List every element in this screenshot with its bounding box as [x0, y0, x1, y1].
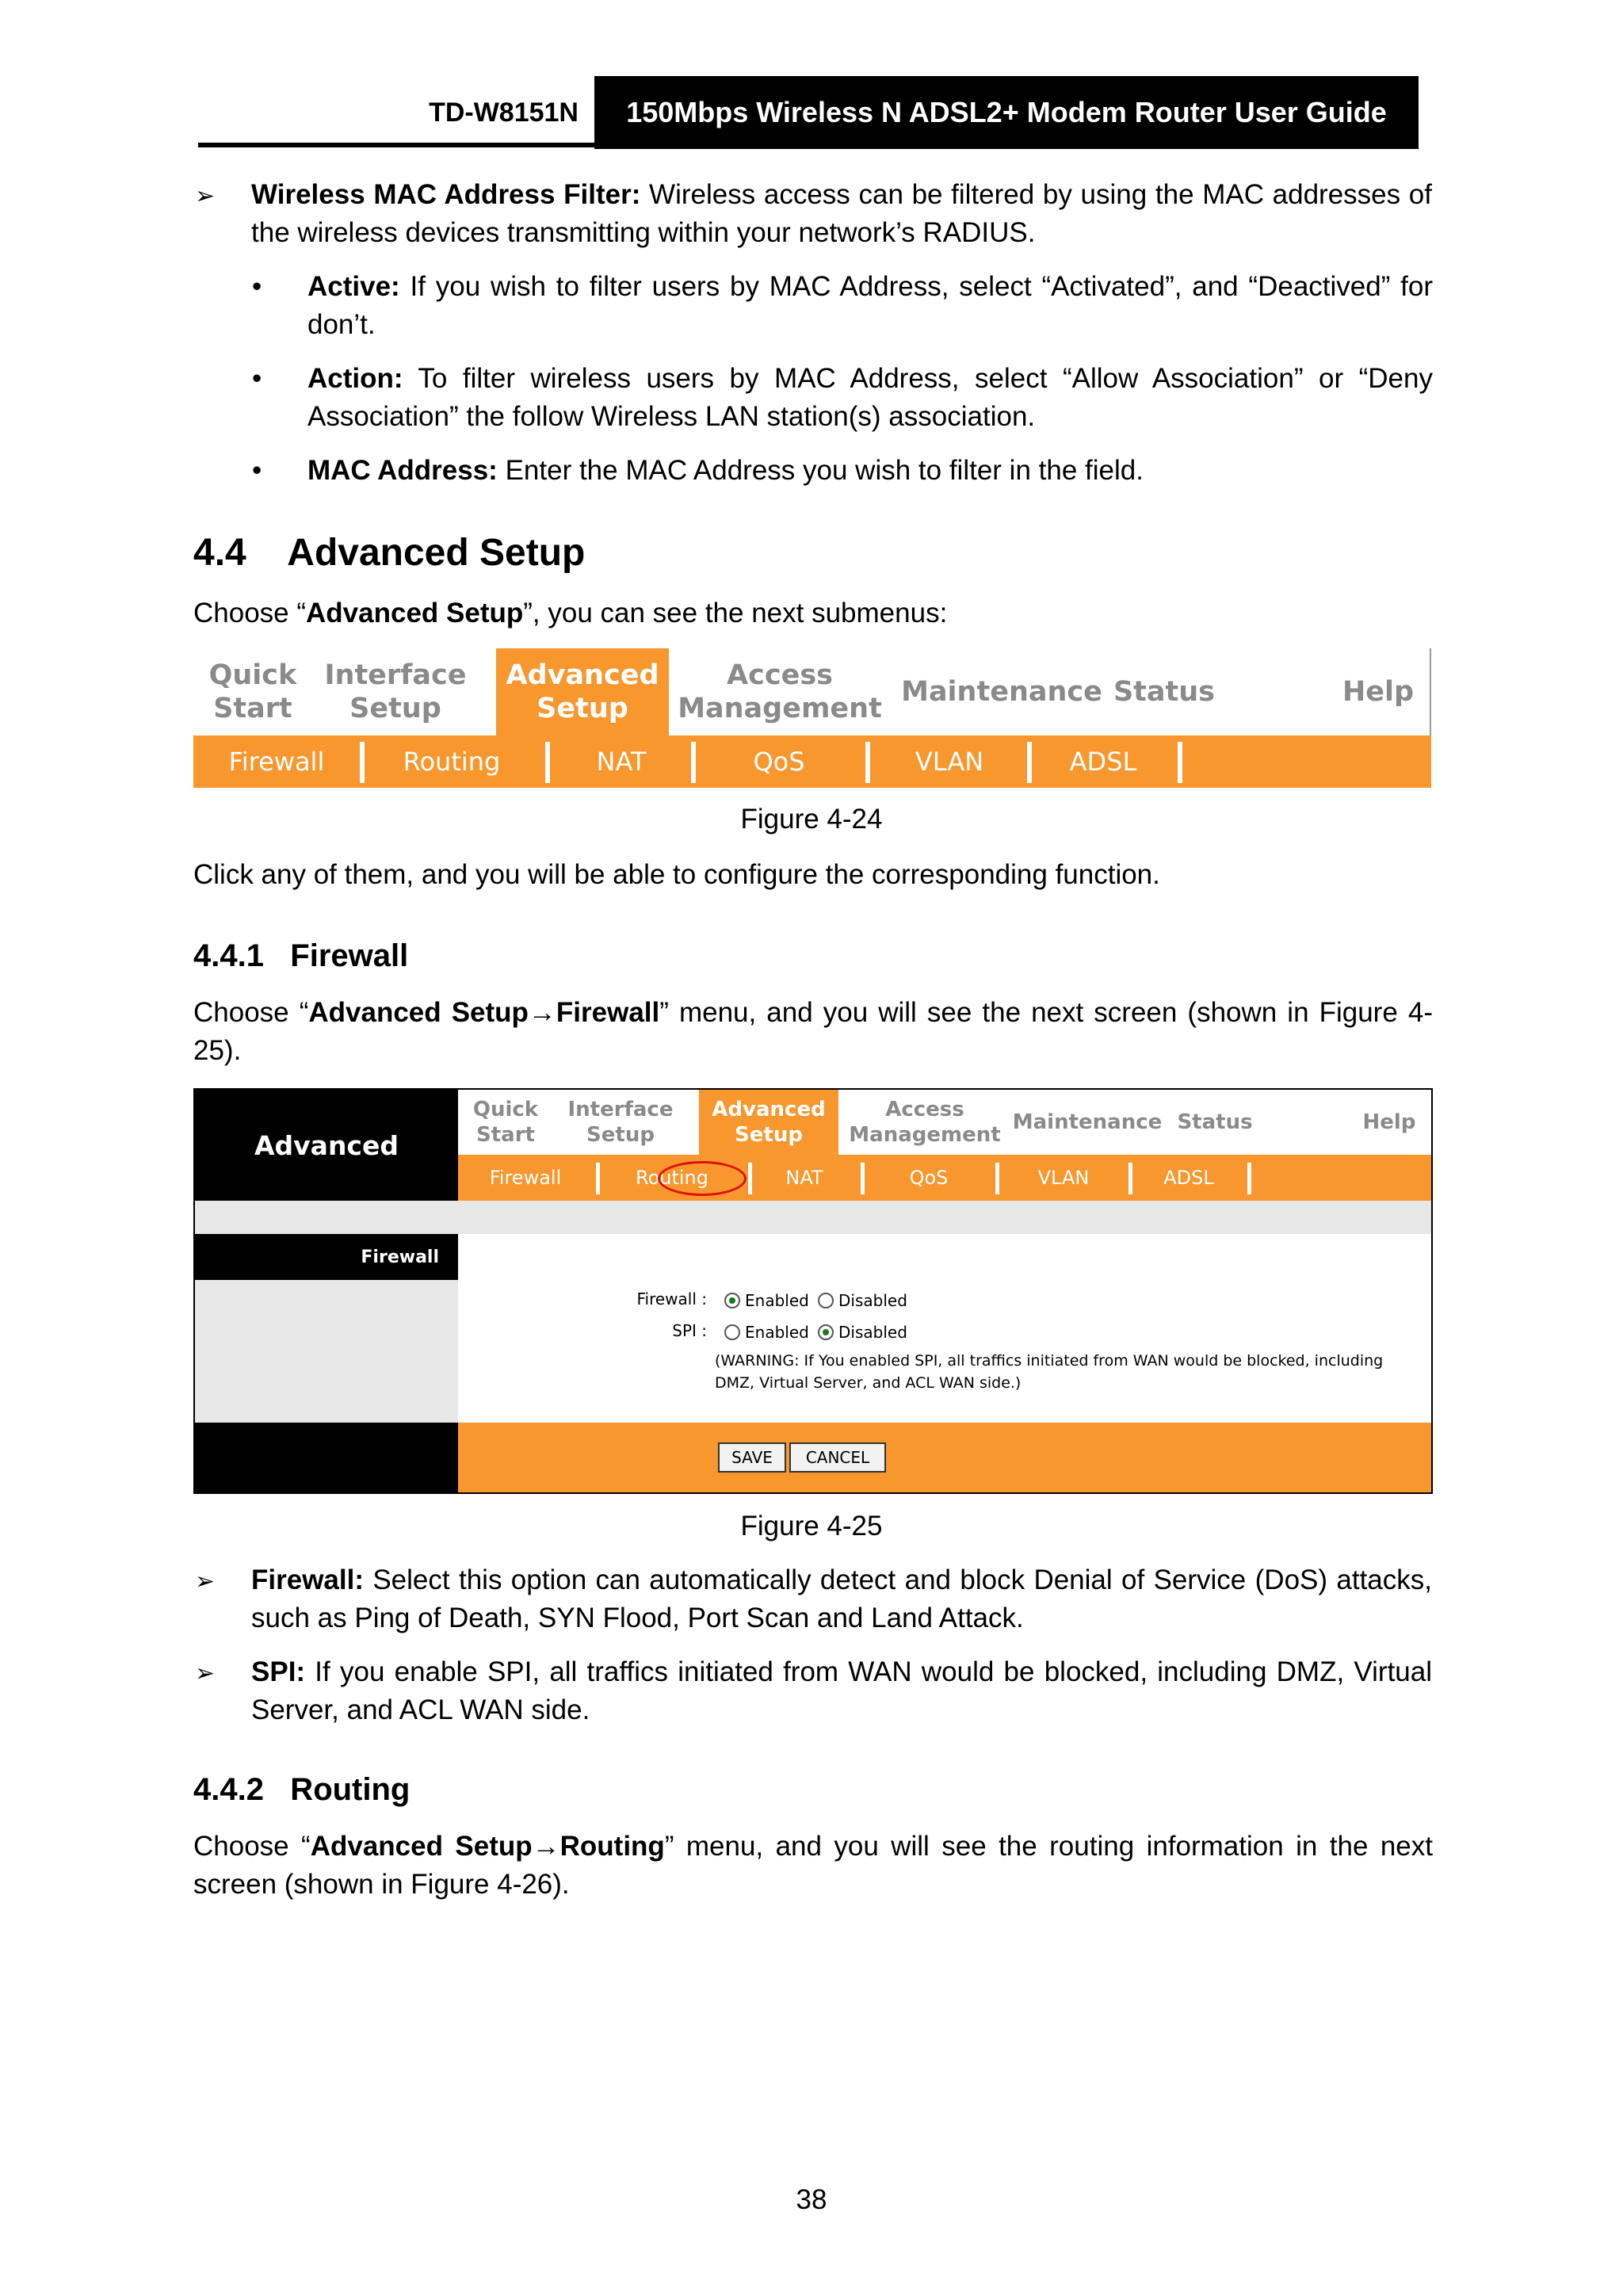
- active-text: If you wish to filter users by MAC Address, select “Activated”, and “Deactived” for don’t.: [307, 271, 1433, 340]
- cancel-button[interactable]: CANCEL: [789, 1442, 886, 1473]
- submenu-qos[interactable]: QoS: [909, 1167, 949, 1189]
- submenu-separator: [1128, 1163, 1132, 1194]
- intro-bold: Advanced Setup: [306, 598, 524, 628]
- action-paragraph: [307, 360, 1433, 436]
- firewall-disabled-option[interactable]: [818, 1291, 907, 1310]
- top-menu: [193, 648, 1431, 735]
- spi-label: SPI :: [672, 1321, 707, 1340]
- submenu-separator: [596, 1163, 600, 1194]
- radio-unchecked-icon[interactable]: [818, 1293, 834, 1308]
- firewall-description: [251, 1561, 1432, 1637]
- intro-text: ”, you can see the next submenus:: [523, 598, 948, 628]
- mac-address-term: MAC Address:: [307, 455, 498, 486]
- mac-address-text: Enter the MAC Address you wish to filter in the field.: [497, 455, 1144, 486]
- submenu-adsl[interactable]: ADSL: [1069, 747, 1137, 777]
- mac-address-paragraph: [307, 452, 1433, 490]
- bullet-dot: •: [252, 271, 262, 302]
- bullet-dot: •: [252, 455, 262, 486]
- intro-text: Choose “: [193, 598, 307, 628]
- radio-unchecked-icon[interactable]: [724, 1324, 740, 1340]
- intro-text: Choose “: [193, 1831, 311, 1862]
- mac-filter-text: Wireless access can be filtered by using the MAC addresses of the wireless devices transmitting within your network’s RADIUS.: [251, 179, 1432, 248]
- figure-caption-4-25: Figure 4-25: [740, 1511, 883, 1541]
- section-label-firewall: Firewall: [195, 1234, 458, 1280]
- spi-enabled-option[interactable]: [724, 1323, 809, 1342]
- radio-checked-icon[interactable]: [818, 1324, 834, 1340]
- action-term: Action:: [307, 363, 403, 394]
- submenu-separator: [1178, 742, 1182, 783]
- firewall-highlight-circle: [658, 1161, 747, 1196]
- option-label: Disabled: [838, 1323, 907, 1342]
- submenu-routing[interactable]: Routing: [635, 1167, 708, 1189]
- submenu-adsl[interactable]: ADSL: [1163, 1167, 1214, 1189]
- section-4-4-intro: [193, 594, 947, 632]
- menu-edge: [1430, 648, 1431, 735]
- bullet-arrow: ➢: [195, 1660, 216, 1687]
- submenu-firewall[interactable]: Firewall: [489, 1167, 562, 1189]
- desc-text: Select this option can automatically detect and block Denial of Service (DoS) attacks, such as Ping of Death, SYN Flood, Port Scan and Land Attack.: [251, 1564, 1432, 1633]
- submenu-nat[interactable]: NAT: [596, 747, 647, 777]
- submenu-separator: [1247, 1163, 1251, 1194]
- menu-access-management[interactable]: Access Management: [678, 659, 882, 724]
- bullet-dot: •: [252, 363, 262, 394]
- spi-description: [251, 1653, 1432, 1729]
- grey-band: [195, 1201, 1431, 1234]
- top-menu: [458, 1090, 1433, 1155]
- footer-left: [195, 1423, 458, 1494]
- submenu-separator: [748, 1163, 752, 1194]
- option-label: Enabled: [745, 1323, 809, 1342]
- menu-status[interactable]: Status: [1113, 676, 1216, 708]
- intro-text: ” menu, and you will see the routing information in the next screen (shown in Figure 4-26).: [193, 1831, 1433, 1900]
- bullet-arrow: ➢: [195, 183, 216, 209]
- desc-text: If you enable SPI, all traffics initiated from WAN would be blocked, including DMZ, Virtual Server, and ACL WAN side.: [251, 1656, 1432, 1725]
- header-rule: [198, 143, 596, 147]
- submenu-vlan[interactable]: VLAN: [915, 747, 984, 777]
- intro-text: Choose “: [193, 997, 309, 1028]
- submenu-vlan[interactable]: VLAN: [1037, 1167, 1090, 1189]
- mac-filter-paragraph: [251, 176, 1432, 252]
- menu-help[interactable]: Help: [1362, 1110, 1416, 1134]
- section-heading-4-4-2: 4.4.2 Routing: [193, 1772, 411, 1807]
- submenu-routing[interactable]: Routing: [403, 747, 501, 777]
- menu-quick-start[interactable]: Quick Start: [472, 1098, 539, 1147]
- submenu-separator: [995, 1163, 999, 1194]
- firewall-label: Firewall :: [636, 1289, 707, 1308]
- section-4-4-1-intro: [193, 994, 1433, 1070]
- option-label: Enabled: [745, 1291, 809, 1310]
- section-4-4-2-intro: [193, 1828, 1433, 1904]
- bullet-arrow: ➢: [195, 1568, 216, 1595]
- intro-bold: Advanced Setup→Routing: [310, 1831, 665, 1862]
- section-heading-4-4-1: 4.4.1 Firewall: [193, 938, 409, 973]
- menu-status[interactable]: Status: [1177, 1110, 1253, 1134]
- option-label: Disabled: [838, 1291, 907, 1310]
- brand-advanced: Advanced: [195, 1090, 458, 1201]
- menu-help[interactable]: Help: [1342, 676, 1415, 708]
- menu-advanced-setup[interactable]: Advanced Setup: [699, 1090, 838, 1155]
- mac-filter-term: Wireless MAC Address Filter:: [251, 179, 641, 210]
- submenu-qos[interactable]: QoS: [753, 747, 805, 777]
- menu-access-management[interactable]: Access Management: [849, 1098, 1001, 1147]
- active-term: Active:: [307, 271, 400, 302]
- submenu-firewall[interactable]: Firewall: [228, 747, 325, 777]
- desc-term: SPI:: [251, 1656, 306, 1687]
- spi-warning: (WARNING: If You enabled SPI, all traffics initiated from WAN would be blocked, including DMZ, Virtual Server, and ACL WAN side.): [715, 1352, 1384, 1392]
- menu-advanced-setup[interactable]: Advanced Setup: [496, 648, 669, 735]
- desc-term: Firewall:: [251, 1564, 364, 1595]
- submenu-bar: [458, 1155, 1433, 1201]
- submenu-nat[interactable]: NAT: [785, 1167, 823, 1189]
- after-figure-text: Click any of them, and you will be able to configure the corresponding function.: [193, 859, 1160, 890]
- firewall-enabled-option[interactable]: [724, 1291, 809, 1310]
- menu-quick-start[interactable]: Quick Start: [208, 659, 297, 724]
- menu-maintenance[interactable]: Maintenance: [901, 676, 1102, 708]
- header-title: 150Mbps Wireless N ADSL2+ Modem Router User Guide: [594, 76, 1419, 149]
- menu-interface-setup[interactable]: Interface Setup: [567, 1098, 674, 1147]
- intro-bold: Advanced Setup→Firewall: [308, 997, 660, 1028]
- header-model: TD-W8151N: [429, 97, 579, 128]
- figure-caption-4-24: Figure 4-24: [740, 804, 883, 835]
- action-text: To filter wireless users by MAC Address, select “Allow Association” or “Deny Association” the follow Wireless LAN station(s) association.: [307, 363, 1433, 432]
- menu-maintenance[interactable]: Maintenance: [1012, 1110, 1163, 1134]
- submenu-separator: [861, 1163, 865, 1194]
- section-heading-4-4: 4.4 Advanced Setup: [193, 532, 586, 574]
- firewall-screenshot-figure: [193, 1088, 1433, 1494]
- menu-interface-setup[interactable]: Interface Setup: [324, 659, 467, 724]
- active-paragraph: [307, 268, 1433, 344]
- advanced-setup-menu-figure: [193, 648, 1431, 788]
- footer-right: [458, 1423, 1433, 1494]
- radio-checked-icon[interactable]: [724, 1293, 740, 1308]
- submenu-bar: [193, 735, 1431, 788]
- intro-text: ” menu, and you will see the next screen (shown in Figure 4-25).: [193, 997, 1433, 1066]
- save-button[interactable]: SAVE: [718, 1442, 786, 1473]
- spi-disabled-option[interactable]: [818, 1323, 907, 1342]
- page-number: 38: [796, 2184, 827, 2215]
